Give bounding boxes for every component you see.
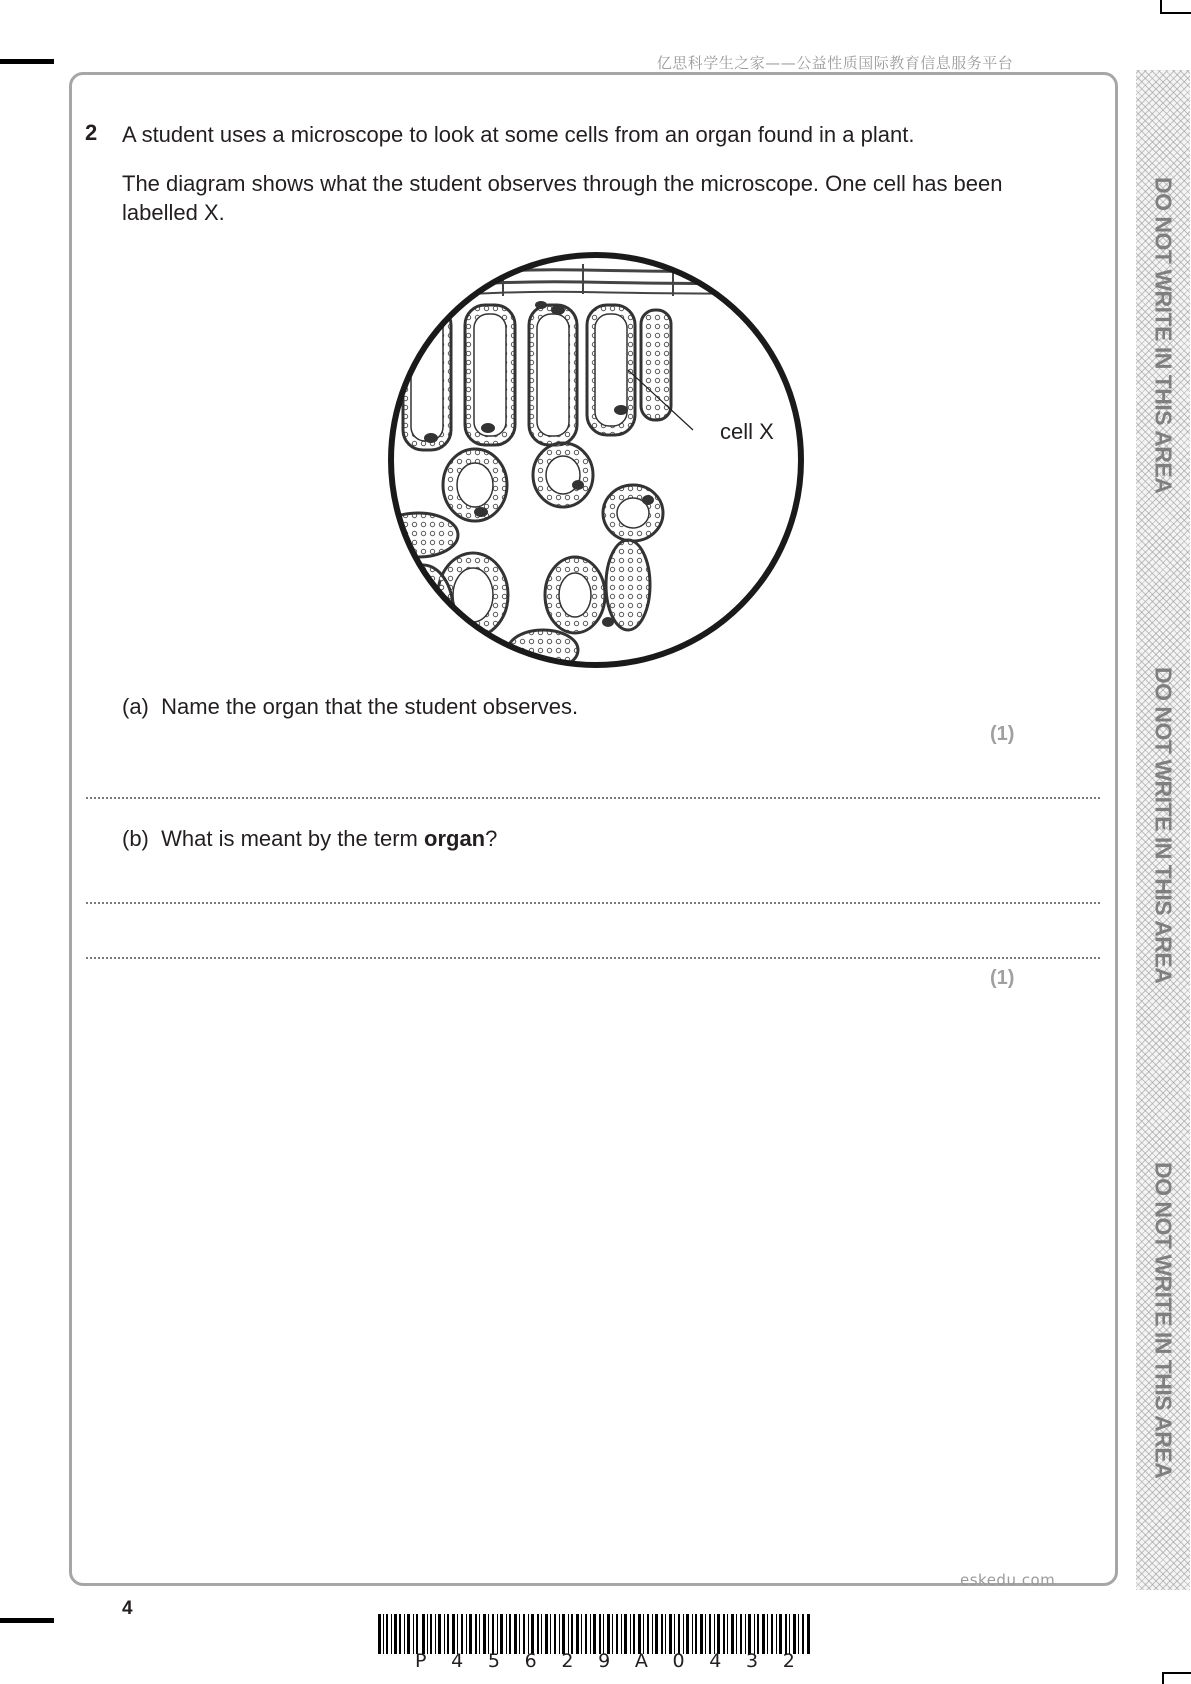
header-watermark: 亿思科学生之家——公益性质国际教育信息服务平台 (656, 54, 1014, 72)
part-a-label: (a) (122, 694, 149, 719)
page-number: 4 (122, 1598, 133, 1619)
part-b-text: What is meant by the term (161, 826, 424, 851)
margin-notice-2: DO NOT WRITE IN THIS AREA (1150, 666, 1177, 984)
crop-mark-bottom-left (0, 1618, 54, 1623)
question-stem: A student uses a microscope to look at some cells from an organ found in a plant. (122, 122, 915, 147)
barcode-char: 2 (561, 1650, 574, 1672)
part-b-prompt (122, 826, 497, 852)
margin-notice-1: DO NOT WRITE IN THIS AREA (1150, 176, 1177, 494)
margin-notice-3: DO NOT WRITE IN THIS AREA (1150, 1161, 1177, 1479)
barcode-char: 4 (451, 1650, 464, 1672)
crop-mark-top-left (0, 59, 54, 64)
barcode-text (415, 1650, 795, 1672)
barcode-char: 4 (709, 1650, 722, 1672)
barcode-char: P (415, 1650, 427, 1672)
barcode-char: 9 (598, 1650, 611, 1672)
part-a-prompt (122, 694, 578, 720)
part-b-label: (b) (122, 826, 149, 851)
question-description: The diagram shows what the student observes through the microscope. One cell has been labelled X. (122, 171, 1003, 225)
barcode-char: 6 (524, 1650, 537, 1672)
microscope-view-diagram (383, 250, 808, 668)
barcode-char: 3 (746, 1650, 759, 1672)
part-a-marks: (1) (990, 723, 1015, 745)
barcode (378, 1614, 811, 1654)
barcode-char: 0 (672, 1650, 685, 1672)
barcode-char: A (634, 1650, 648, 1672)
barcode-char: 5 (487, 1650, 500, 1672)
cell-x-label: cell X (720, 419, 774, 444)
barcode-char: 2 (782, 1650, 795, 1672)
crop-mark-bottom-right-h (1164, 1672, 1191, 1674)
part-b-marks: (1) (990, 967, 1015, 989)
part-a-text: Name the organ that the student observes. (161, 694, 579, 719)
part-a-answer-line[interactable] (86, 797, 1100, 799)
part-b-answer-line-1[interactable] (86, 902, 1100, 904)
part-b-bold-term: organ (424, 826, 486, 851)
question-number: 2 (85, 120, 98, 145)
crop-mark-top-right-h (1162, 12, 1191, 14)
part-b-text-end: ? (485, 826, 498, 851)
part-b-answer-line-2[interactable] (86, 957, 1100, 959)
footer-watermark: eskedu.com (960, 1571, 1056, 1589)
